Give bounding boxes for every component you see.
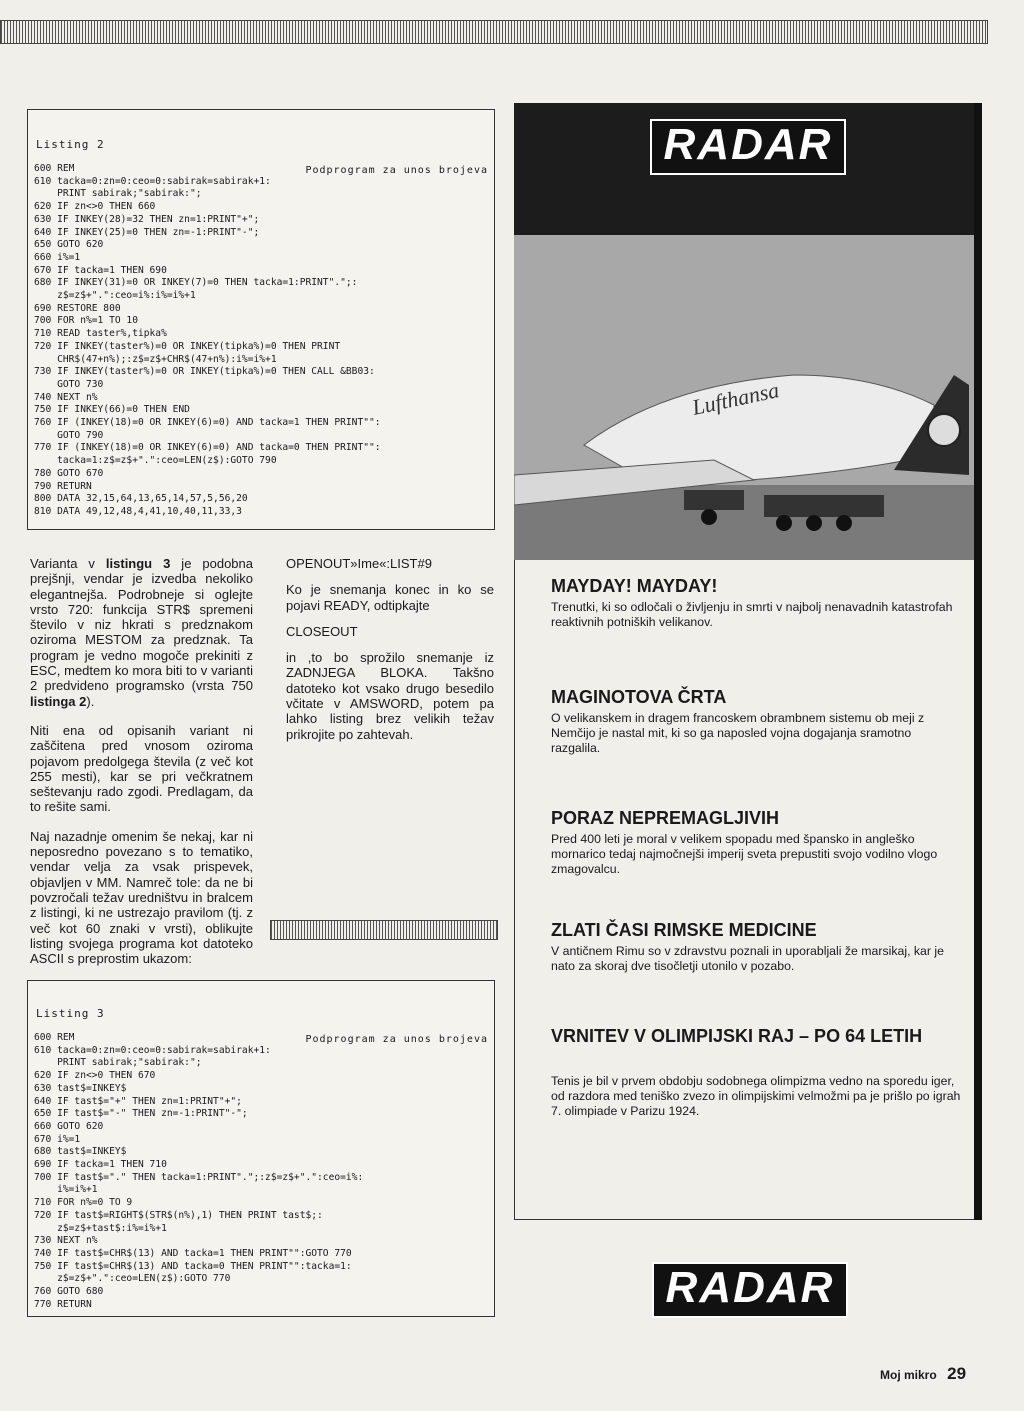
- code-line: 700 IF tast$="." THEN tacka=1:PRINT".";:z$=z$+".":ceo=i%:: [34, 1171, 364, 1183]
- code-line: 770 RETURN: [34, 1298, 92, 1310]
- code-line: 690 IF tacka=1 THEN 710: [34, 1159, 167, 1171]
- code-line: 670 IF tacka=1 THEN 690: [34, 264, 167, 276]
- code-line: z$=z$+".":ceo=LEN(z$):GOTO 770: [34, 1273, 231, 1285]
- code-line: GOTO 790: [34, 429, 104, 441]
- radar-article-1-body: Trenutki, ki so odločali o življenju in smrti v najbolj nenavadnih katastrofah reaktivnih potniških velikanov.: [551, 600, 953, 629]
- listing-3-title: Listing 3: [36, 1007, 105, 1020]
- top-decorative-bar: [0, 20, 988, 44]
- radar-article-2-title: MAGINOTOVA ČRTA: [551, 687, 727, 707]
- code-line: 790 RETURN: [34, 480, 92, 492]
- middle-decorative-bar: [270, 920, 498, 940]
- page-footer: [880, 1364, 990, 1386]
- listing-3-box: [27, 980, 495, 1317]
- magazine-name: Moj mikro: [880, 1368, 937, 1382]
- radar-logo-top: RADAR: [650, 119, 846, 175]
- code-line: 800 DATA 32,15,64,13,65,14,57,5,56,20: [34, 493, 248, 505]
- radar-logo-bottom: RADAR: [652, 1262, 848, 1318]
- code-line: 810 DATA 49,12,48,4,41,10,40,11,33,3: [34, 505, 242, 517]
- code-line: i%=i%+1: [34, 1184, 98, 1196]
- radar-article-4-title: ZLATI ČASI RIMSKE MEDICINE: [551, 920, 817, 940]
- radar-article-3-title: PORAZ NEPREMAGLJIVIH: [551, 808, 780, 828]
- radar-article-2-body: O velikanskem in dragem francoskem obrambnem sistemu ob meji z Nemčijo je nastal mit, ki so ga naposled vojna dogajanja sramotno razgalila.: [551, 711, 925, 755]
- airplane-photo: [514, 235, 974, 560]
- code-line: 680 tast$=INKEY$: [34, 1146, 127, 1158]
- code-line: PRINT sabirak;"sabirak:";: [34, 188, 202, 200]
- code-line: 720 IF tast$=RIGHT$(STR$(n%),1) THEN PRINT tast$;:: [34, 1209, 323, 1221]
- code-line: 680 IF INKEY(31)=0 OR INKEY(7)=0 THEN tacka=1:PRINT".";:: [34, 277, 358, 289]
- listing-2-box: [27, 109, 495, 530]
- code-line: 750 IF INKEY(66)=0 THEN END: [34, 404, 190, 416]
- code-line: 600 REM: [34, 163, 75, 174]
- code-line: 600 REM: [34, 1032, 75, 1043]
- col1-p1-bold-a: listingu 3: [105, 556, 171, 571]
- code-line: CHR$(47+n%);:z$=z$+CHR$(47+n%):i%=i%+1: [34, 353, 277, 365]
- col1-p1-bold-b: listinga 2: [30, 693, 87, 709]
- col2-command-openout: OPENOUT»Ime«:LIST#9: [286, 556, 432, 571]
- code-line: 750 IF tast$=CHR$(13) AND tacka=0 THEN PRINT"":tacka=1:: [34, 1260, 352, 1272]
- code-line: 710 FOR n%=0 TO 9: [34, 1197, 133, 1209]
- code-line: tacka=1:z$=z$+".":ceo=LEN(z$):GOTO 790: [34, 455, 277, 467]
- code-line: 640 IF tast$="+" THEN zn=1:PRINT"+";: [34, 1095, 242, 1107]
- radar-article-3-body: Pred 400 leti je moral v velikem spopadu med špansko in angleško mornarico tedaj najmočnejši imperij sveta prepustiti svojo vodilno vlogo zmagovalcu.: [551, 832, 938, 876]
- code-line: 620 IF zn<>0 THEN 660: [34, 201, 156, 213]
- radar-article-1-title: MAYDAY! MAYDAY!: [551, 576, 718, 596]
- radar-article-4-body: V antičnem Rimu so v zdravstvu poznali in uporabljali že marsikaj, kar je nato za skoraj dve tisočletji utonilo v pozabo.: [551, 944, 944, 973]
- listing-3-subtitle: Podprogram za unos brojeva: [305, 1034, 488, 1045]
- col1-p1-text-b: je podobna prejšnji, vendar je izvedba nekoliko elegantnejša. Podrobneje si oglejte vrsto 720: funkcija STR$ spremeni število v niz hkrati s predznakom oziroma MESTOM za predznak. Ta program je vedno mogoče prekiniti z ESC, medtem ko mora biti to v varianti 2 predvideno programsko (vrsta 750: [30, 556, 253, 694]
- code-line: 650 IF tast$="-" THEN zn=-1:PRINT"-";: [34, 1108, 248, 1120]
- col1-paragraph-3: Naj nazadnje omenim še nekaj, kar ni neposredno povezano s to tematiko, vendar velja za vsak prispevek, objavljen v MM. Namreč tole: da ne bi povzročali težav uredništvu in bralcem z listingi, ki ne ustrezajo pravilom (tj. z več kot 60 znaki v vrsti), oblikujte listing svojega programa kot datoteko ASCII s preprostim ukazom:: [30, 828, 253, 967]
- code-line: 670 i%=1: [34, 1133, 81, 1145]
- radar-article-5-body: Tenis je bil v prvem obdobju sodobnega olimpizma vedno na sporedu iger, od razdora med teniško zvezo in olimpijskimi velmožmi pa je prišlo po igrah 7. olimpiade v Parizu 1924.: [551, 1074, 961, 1118]
- code-line: PRINT sabirak;"sabirak:";: [34, 1057, 202, 1069]
- col1-paragraph-2: Niti ena od opisanih variant ni zaščitena pred vnosom oziroma pojavom predolgega števila (z več kot 255 mesti), kar se pri večkratnem seštevanju rado zgodi. Predlagam, da to rešite sami.: [30, 722, 253, 815]
- code-line: GOTO 730: [34, 378, 104, 390]
- code-line: 760 IF (INKEY(18)=0 OR INKEY(6)=0) AND tacka=1 THEN PRINT"":: [34, 417, 381, 429]
- code-line: z$=z$+tast$:i%=i%+1: [34, 1222, 167, 1234]
- code-line: 700 FOR n%=1 TO 10: [34, 315, 138, 327]
- col2-paragraph-2: in ,to bo sprožilo snemanje iz ZADNJEGA BLOKA. Takšno datoteko kot vsako drugo besedilo včitate v AMSWORD, potem pa lahko listing brez velikih težav prikrojite po zahtevah.: [286, 650, 494, 742]
- col1-paragraph-1: [30, 556, 253, 709]
- code-line: 610 tacka=0:zn=0:ceo=0:sabirak=sabirak+1:: [34, 175, 271, 187]
- radar-header: [514, 103, 974, 235]
- code-line: 640 IF INKEY(25)=0 THEN zn=-1:PRINT"-";: [34, 226, 260, 238]
- code-line: 630 tast$=INKEY$: [34, 1082, 127, 1094]
- col1-p1-text-a: Varianta v: [30, 556, 106, 571]
- code-line: 760 GOTO 680: [34, 1286, 104, 1298]
- radar-panel-edge: [974, 103, 982, 1220]
- code-line: 730 NEXT n%: [34, 1235, 98, 1247]
- listing-2-subtitle: Podprogram za unos brojeva: [305, 165, 488, 176]
- listing-2-title: Listing 2: [36, 138, 105, 151]
- code-line: 620 IF zn<>0 THEN 670: [34, 1070, 156, 1082]
- body-column-2: [286, 556, 494, 753]
- listing-3-code: [34, 1032, 488, 1311]
- code-line: 710 READ taster%,tipka%: [34, 328, 167, 340]
- code-line: z$=z$+".":ceo=i%:i%=i%+1: [34, 290, 196, 302]
- listing-2-code: [34, 163, 488, 519]
- page-number: 29: [947, 1364, 967, 1383]
- code-line: 690 RESTORE 800: [34, 302, 121, 314]
- airplane-illustration: [514, 235, 974, 560]
- code-line: 740 IF tast$=CHR$(13) AND tacka=1 THEN PRINT"":GOTO 770: [34, 1247, 352, 1259]
- body-column-1: [30, 556, 253, 980]
- code-line: 720 IF INKEY(taster%)=0 OR INKEY(tipka%)=0 THEN PRINT: [34, 340, 341, 352]
- radar-article-5-title: VRNITEV V OLIMPIJSKI RAJ – PO 64 LETIH: [551, 1026, 923, 1046]
- code-line: 610 tacka=0:zn=0:ceo=0:sabirak=sabirak+1:: [34, 1044, 271, 1056]
- col2-paragraph-1: Ko je snemanja konec in ko se pojavi READY, odtipkajte: [286, 582, 494, 613]
- code-line: 650 GOTO 620: [34, 239, 104, 251]
- code-line: 780 GOTO 670: [34, 467, 104, 479]
- code-line: 770 IF (INKEY(18)=0 OR INKEY(6)=0) AND tacka=0 THEN PRINT"":: [34, 442, 381, 454]
- airplane-livery-text: Lufthansa: [689, 377, 782, 420]
- code-line: 660 GOTO 620: [34, 1120, 104, 1132]
- code-line: 660 i%=1: [34, 251, 81, 263]
- col1-p1-text-c: ).: [86, 693, 95, 709]
- code-line: 630 IF INKEY(28)=32 THEN zn=1:PRINT"+";: [34, 213, 260, 225]
- col2-command-closeout: CLOSEOUT: [286, 623, 358, 639]
- code-line: 740 NEXT n%: [34, 391, 98, 403]
- code-line: 730 IF INKEY(taster%)=0 OR INKEY(tipka%)=0 THEN CALL &BB03:: [34, 366, 375, 378]
